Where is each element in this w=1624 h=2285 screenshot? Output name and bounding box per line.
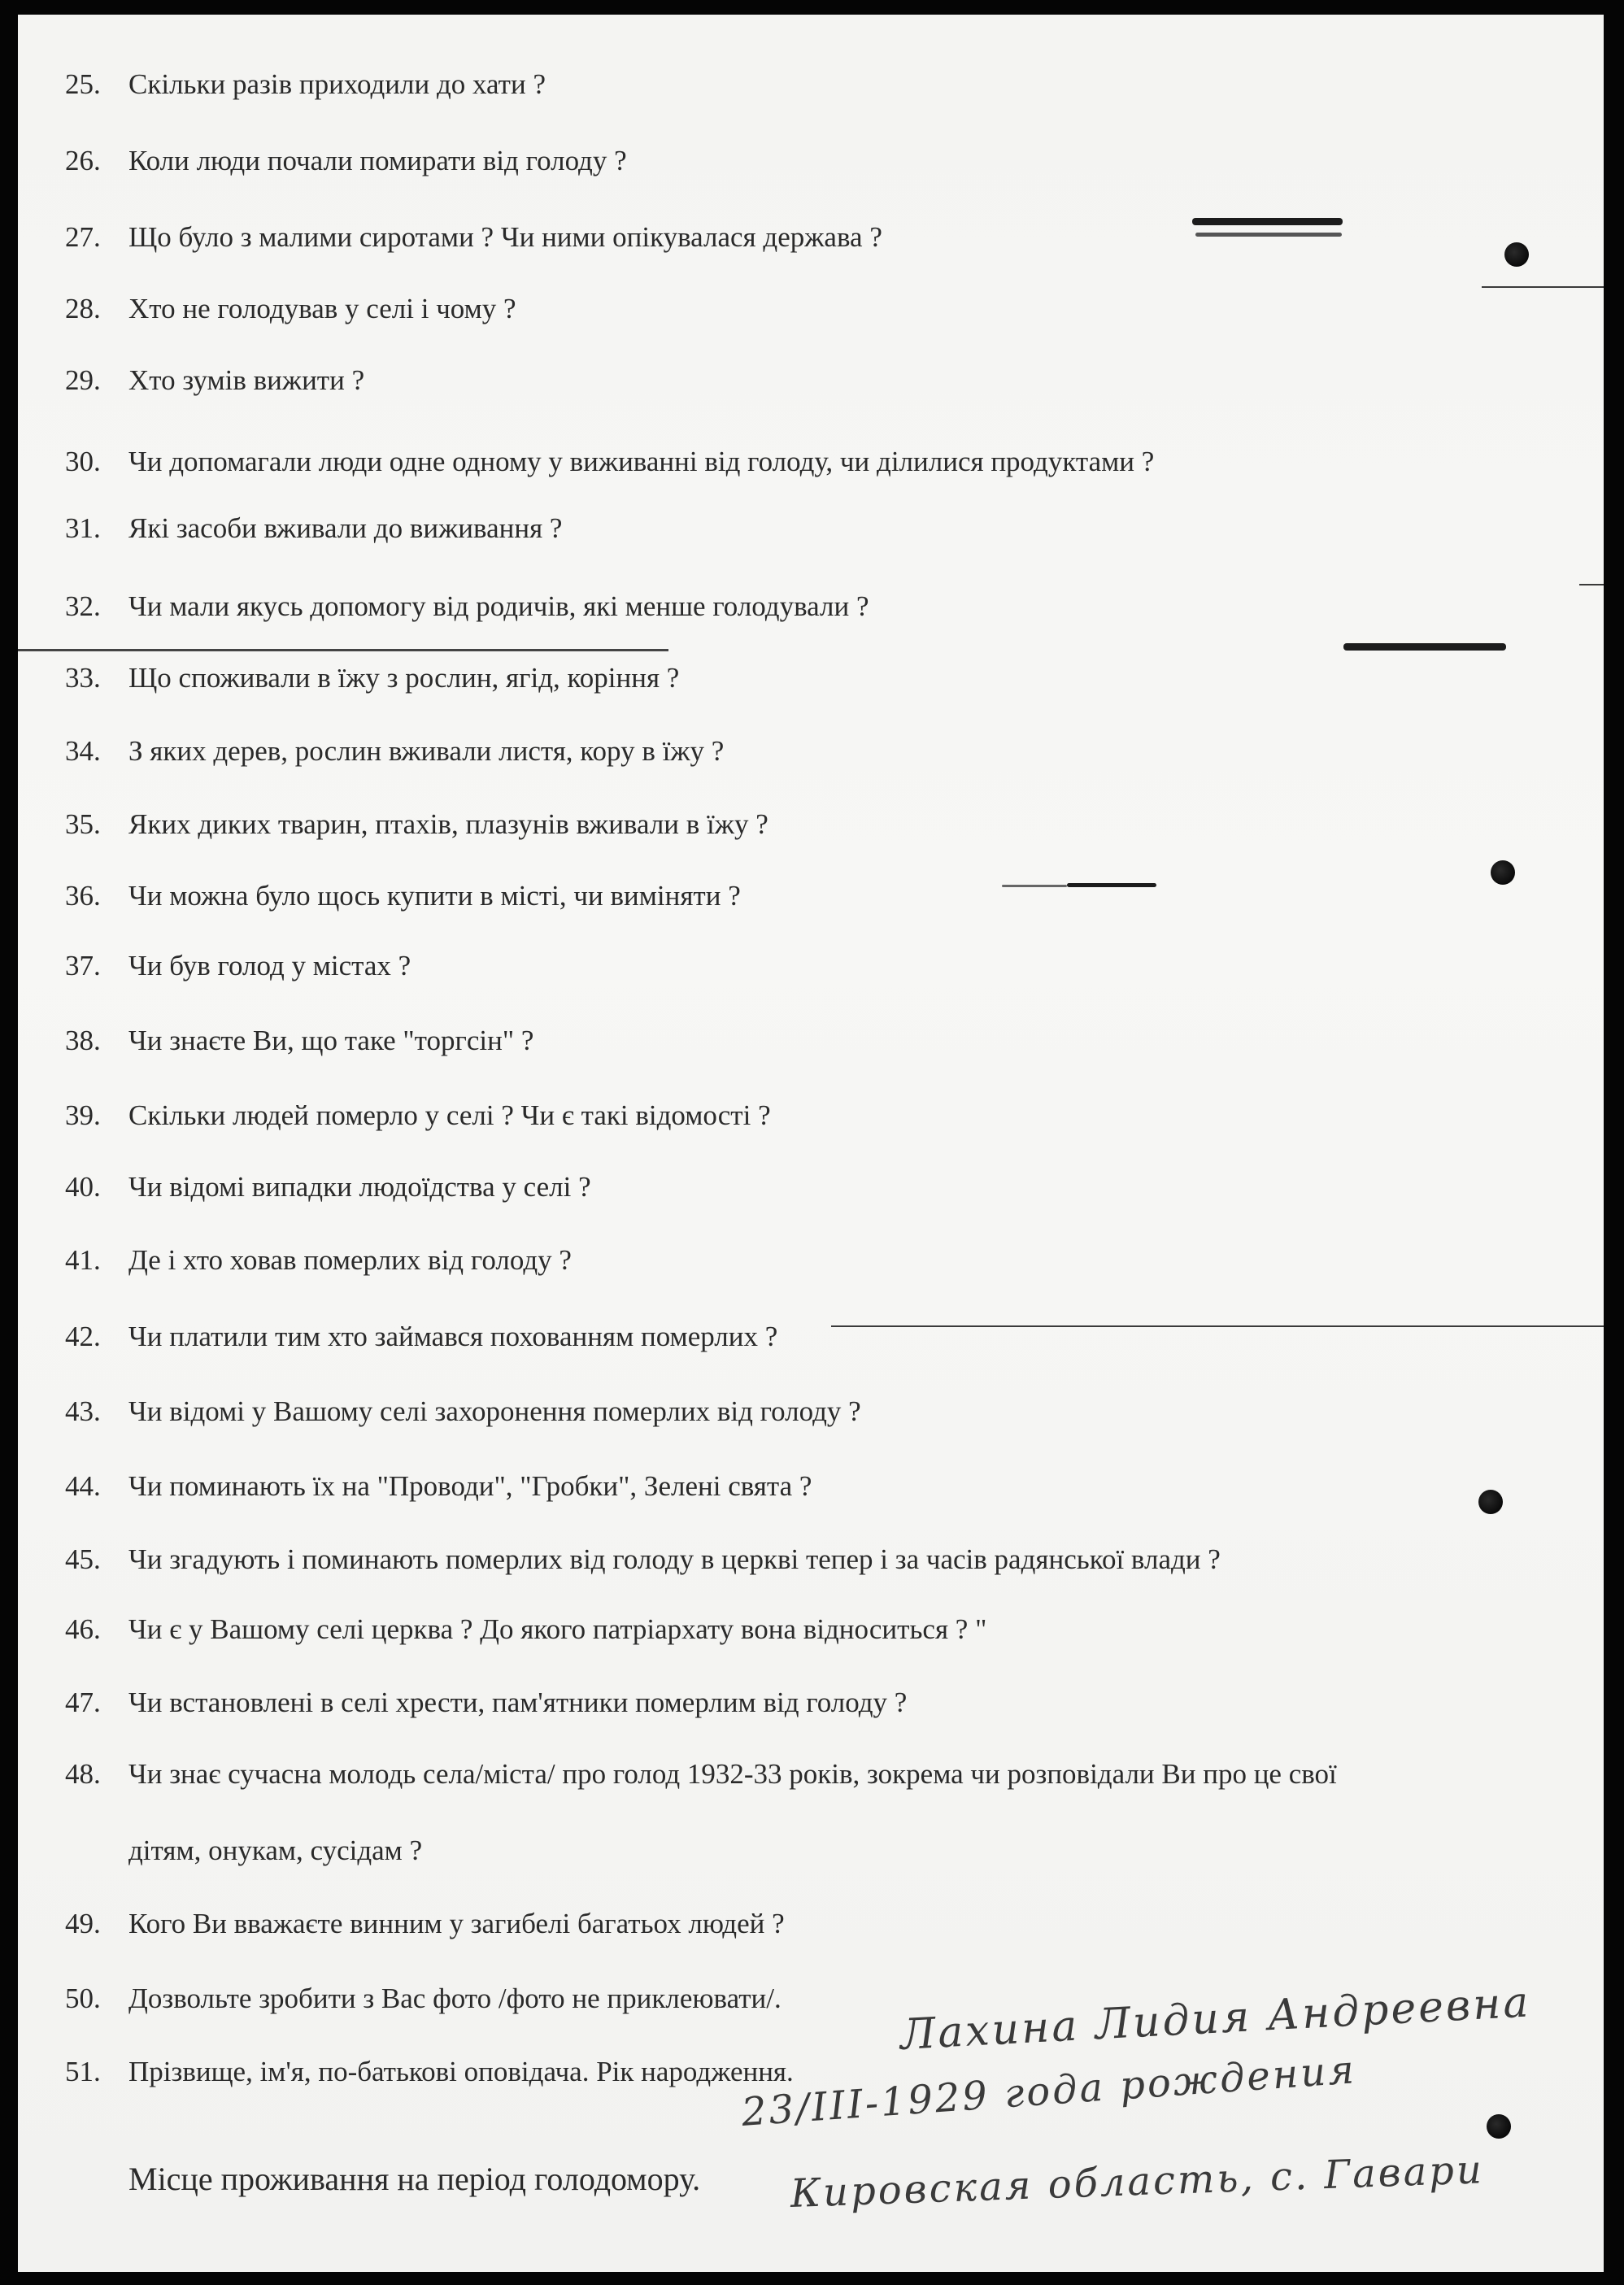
question-38 — [65, 1023, 533, 1059]
question-text: Чи відомі у Вашому селі захоронення померлих від голоду ? — [128, 1395, 861, 1427]
question-text: Чи був голод у містах ? — [128, 950, 411, 981]
question-number: 49. — [65, 1908, 101, 1939]
question-number: 48. — [65, 1758, 101, 1790]
question-text: Чи згадують і поминають померлих від голоду в церкві тепер і за часів радянської влади ? — [128, 1543, 1221, 1575]
document-page — [18, 15, 1604, 2272]
question-32 — [65, 589, 869, 625]
question-number: 35. — [65, 808, 101, 840]
question-text: Де і хто ховав померлих від голоду ? — [128, 1244, 572, 1276]
question-47 — [65, 1685, 907, 1721]
punch-hole — [1491, 860, 1515, 885]
question-text: Чи встановлені в селі хрести, пам'ятники померлим від голоду ? — [128, 1687, 908, 1718]
question-number: 44. — [65, 1470, 101, 1502]
scan-streak — [1343, 643, 1506, 651]
question-text: Чи платили тим хто займався похованням померлих ? — [128, 1321, 778, 1352]
question-42 — [65, 1319, 777, 1355]
question-text: Скільки разів приходили до хати ? — [128, 68, 546, 100]
scan-line — [18, 649, 668, 651]
question-number: 33. — [65, 662, 101, 694]
question-text: Прізвище, ім'я, по-батькові оповідача. Рік народження. — [128, 2056, 794, 2087]
question-29 — [65, 363, 364, 398]
scan-streak — [1067, 883, 1156, 887]
punch-hole — [1487, 2114, 1511, 2139]
question-39 — [65, 1098, 771, 1134]
question-number: 40. — [65, 1171, 101, 1203]
question-text: Скільки людей померло у селі ? Чи є такі відомості ? — [128, 1099, 771, 1131]
question-text: Кого Ви вважаєте винним у загибелі багатьох людей ? — [128, 1908, 785, 1939]
question-number: 39. — [65, 1099, 101, 1131]
question-33 — [65, 660, 679, 696]
question-number: 37. — [65, 950, 101, 981]
scan-streak — [1002, 885, 1067, 887]
question-48 — [65, 1756, 1337, 1792]
question-number: 34. — [65, 735, 101, 767]
scan-line — [1579, 584, 1604, 585]
question-text: Чи можна було щось купити в місті, чи виміняти ? — [128, 880, 741, 912]
question-text: Чи допомагали люди одне одному у виживанні від голоду, чи ділилися продуктами ? — [128, 446, 1155, 477]
question-28 — [65, 291, 516, 327]
residence-label: Місце проживання на період голодомору. — [128, 2161, 701, 2197]
question-number: 25. — [65, 68, 101, 100]
question-51 — [65, 2054, 794, 2090]
question-text: дітям, онукам, сусідам ? — [128, 1835, 423, 1866]
handwritten-name: Лахина Лидия Андреевна — [899, 1978, 1532, 2060]
question-number: 29. — [65, 364, 101, 396]
question-number: 26. — [65, 145, 101, 176]
question-text: Хто зумів вижити ? — [128, 364, 365, 396]
question-25 — [65, 67, 546, 102]
question-text: Чи відомі випадки людоїдства у селі ? — [128, 1171, 591, 1203]
question-50 — [65, 1981, 782, 2017]
question-40 — [65, 1169, 591, 1205]
question-text: Чи знаєте Ви, що таке "торгсін" ? — [128, 1025, 534, 1056]
question-46 — [65, 1612, 986, 1647]
scan-line — [831, 1325, 1604, 1327]
scan-streak — [1195, 233, 1342, 237]
question-text: Чи мали якусь допомогу від родичів, які менше голодували ? — [128, 590, 869, 622]
question-number: 28. — [65, 293, 101, 324]
question-number: 31. — [65, 512, 101, 544]
question-48-continued — [128, 1833, 422, 1869]
question-number: 50. — [65, 1983, 101, 2014]
question-number: 38. — [65, 1025, 101, 1056]
handwritten-residence: Кировская область, с. Гавари — [790, 2147, 1485, 2217]
question-text: Чи поминають їх на "Проводи", "Гробки", Зелені свята ? — [128, 1470, 812, 1502]
question-number: 51. — [65, 2056, 101, 2087]
question-number: 43. — [65, 1395, 101, 1427]
question-number: 42. — [65, 1321, 101, 1352]
question-number: 47. — [65, 1687, 101, 1718]
question-31 — [65, 511, 562, 546]
question-number: 30. — [65, 446, 101, 477]
question-26 — [65, 143, 627, 179]
question-number: 36. — [65, 880, 101, 912]
question-text: Які засоби вживали до виживання ? — [128, 512, 563, 544]
question-number: 32. — [65, 590, 101, 622]
question-45 — [65, 1542, 1221, 1578]
question-text: З яких дерев, рослин вживали листя, кору в їжу ? — [128, 735, 725, 767]
question-37 — [65, 948, 411, 984]
question-text: Чи знає сучасна молодь села/міста/ про голод 1932-33 років, зокрема чи розповідали Ви про це свої — [128, 1758, 1337, 1790]
punch-hole — [1478, 1490, 1503, 1514]
question-35 — [65, 807, 768, 842]
question-text: Хто не голодував у селі і чому ? — [128, 293, 516, 324]
question-number: 41. — [65, 1244, 101, 1276]
question-34 — [65, 733, 724, 769]
question-27 — [65, 220, 882, 255]
question-text: Дозвольте зробити з Вас фото /фото не приклеювати/. — [128, 1983, 782, 2014]
question-44 — [65, 1469, 812, 1504]
question-text: Чи є у Вашому селі церква ? До якого патріархату вона відноситься ? " — [128, 1613, 987, 1645]
question-text: Що було з малими сиротами ? Чи ними опікувалася держава ? — [128, 221, 882, 253]
question-30 — [65, 444, 1154, 480]
question-41 — [65, 1243, 572, 1278]
scan-line — [1482, 286, 1604, 288]
question-43 — [65, 1394, 861, 1430]
question-text: Що споживали в їжу з рослин, ягід, коріння ? — [128, 662, 680, 694]
question-text: Коли люди почали помирати від голоду ? — [128, 145, 627, 176]
question-text: Яких диких тварин, птахів, плазунів вживали в їжу ? — [128, 808, 768, 840]
punch-hole — [1504, 242, 1529, 267]
question-number: 45. — [65, 1543, 101, 1575]
question-number: 46. — [65, 1613, 101, 1645]
handwritten-birthdate: 23/III-1929 года рождения — [740, 2047, 1358, 2135]
scan-streak — [1192, 218, 1343, 225]
question-36 — [65, 878, 741, 914]
question-number: 27. — [65, 221, 101, 253]
question-49 — [65, 1906, 785, 1942]
